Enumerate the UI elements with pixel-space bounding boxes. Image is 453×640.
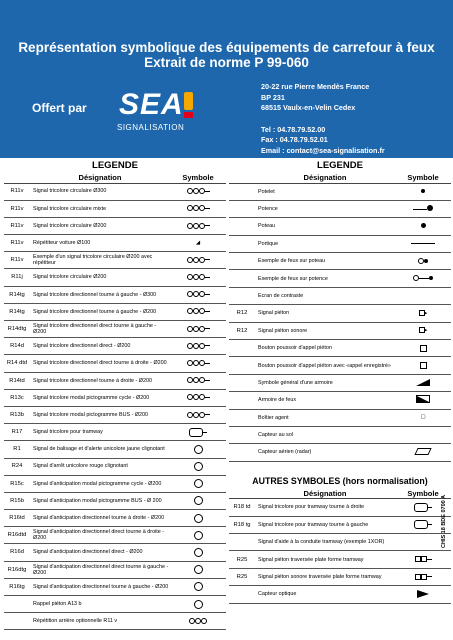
row-designation: Signal tricolore modal pictogramme BUS - Ø200 — [30, 406, 170, 423]
rappel-icon — [194, 600, 203, 609]
row-designation: Signal d'anticipation modal pictogramme BUS - Ø 200 — [30, 492, 170, 509]
row-symbol — [395, 253, 451, 270]
potelet-icon — [421, 189, 425, 193]
boitier-agent-icon: ▢ — [420, 414, 426, 421]
right-legend-table — [229, 172, 451, 462]
row-designation: Signal d'anticipation directionnel tourne à gauche - Ø200 — [30, 578, 170, 595]
row-code: R14dtg — [4, 321, 30, 338]
row-designation: Capteur au sol — [255, 426, 395, 443]
table-row — [4, 355, 226, 372]
row-symbol — [170, 510, 226, 527]
row-symbol — [395, 305, 451, 322]
row-code: R11v — [4, 252, 30, 269]
row-code: R14td — [4, 372, 30, 389]
row-code: R14d — [4, 338, 30, 355]
row-symbol — [395, 392, 451, 409]
row-symbol — [395, 568, 451, 585]
row-code — [4, 596, 30, 613]
row-symbol — [395, 551, 451, 568]
push-button-icon — [420, 362, 427, 369]
offert-par: Offert par — [32, 101, 87, 115]
row-designation: Bouton poussoir d'appel piéton avec «appel enregistré» — [255, 357, 395, 374]
row-symbol — [170, 321, 226, 338]
row-code — [229, 218, 255, 235]
row-symbol — [170, 424, 226, 441]
table-row — [4, 458, 226, 475]
row-symbol — [170, 235, 226, 252]
traffic-light-icon — [187, 205, 210, 212]
row-symbol — [395, 409, 451, 426]
feux-potence-icon — [413, 275, 433, 282]
table-row — [229, 551, 451, 568]
row-designation: Signal d'arrêt unicolore rouge clignotant — [30, 458, 170, 475]
single-light-icon — [194, 582, 203, 591]
traffic-light-icon — [187, 394, 210, 401]
rear-repeater-icon — [189, 618, 207, 625]
table-row — [4, 578, 226, 595]
row-designation: Signal tricolore directionnel tourne à droite - Ø200 — [30, 372, 170, 389]
row-designation: Signal tricolore directionnel direct tourne à gauche - Ø200 — [30, 321, 170, 338]
table-row — [4, 441, 226, 458]
table-row — [4, 321, 226, 338]
portique-icon — [411, 241, 435, 247]
row-code: R11v — [4, 183, 30, 200]
row-symbol — [170, 200, 226, 217]
traffic-light-icon — [187, 257, 210, 264]
row-code: R17 — [4, 424, 30, 441]
row-symbol — [395, 270, 451, 287]
row-code — [4, 613, 30, 630]
row-symbol — [170, 492, 226, 509]
table-row — [229, 340, 451, 357]
row-symbol — [170, 441, 226, 458]
table-row — [229, 357, 451, 374]
row-symbol — [395, 357, 451, 374]
row-designation: Exemple de feux sur poteau — [255, 253, 395, 270]
table-row — [4, 286, 226, 303]
row-designation: Signal tricolore directionnel direct - Ø200 — [30, 338, 170, 355]
logo-sea-text: SEA — [119, 88, 184, 121]
single-light-icon — [194, 531, 203, 540]
capteur-optique-icon — [417, 590, 429, 598]
row-designation: Bouton poussoir d'appel piéton — [255, 340, 395, 357]
table-row — [4, 252, 226, 269]
row-designation: Poteau — [255, 218, 395, 235]
radar-icon — [416, 448, 430, 457]
row-code: R16tg — [4, 578, 30, 595]
row-symbol — [170, 372, 226, 389]
side-code: CHIS 18 BDE 0700 A — [441, 495, 447, 548]
header-banner — [0, 0, 453, 158]
row-designation: Boîtier agent — [255, 409, 395, 426]
traffic-light-icon — [187, 223, 210, 230]
traffic-light-icon — [187, 412, 210, 419]
row-designation: Signal d'anticipation directionnel direct tourne à gauche - Ø200 — [30, 561, 170, 578]
table-row — [4, 372, 226, 389]
col-symbole: Symbole — [170, 172, 226, 183]
contact-fax: Fax : 04.78.79.52.01 — [261, 135, 328, 144]
logo-exclamation-dot-icon — [184, 112, 193, 118]
row-designation: Signal tricolore directionnel tourne à gauche - Ø300 — [30, 286, 170, 303]
repeater-icon: ◢ — [195, 239, 201, 246]
row-symbol — [395, 444, 451, 461]
row-code: R14tg — [4, 303, 30, 320]
row-code: R16dtd — [4, 527, 30, 544]
traffic-light-icon — [187, 308, 210, 315]
row-designation: Portique — [255, 235, 395, 252]
contact-tel: Tel : 04.78.79.52.00 — [261, 124, 326, 134]
row-symbol — [170, 406, 226, 423]
table-row — [4, 217, 226, 234]
col-designation: Désignation — [255, 488, 395, 499]
row-designation: Capteur aérien (radar) — [255, 444, 395, 461]
table-row — [229, 568, 451, 585]
table-row — [4, 235, 226, 252]
row-code — [229, 287, 255, 304]
sea-logo — [115, 88, 197, 142]
address-line: 68515 Vaulx-en-Velin Cedex — [261, 103, 356, 112]
armoire-feux-icon — [416, 395, 430, 405]
address-line: 20-22 rue Pierre Mendès France — [261, 82, 370, 91]
row-symbol — [170, 578, 226, 595]
table-row — [4, 200, 226, 217]
row-code: R1 — [4, 441, 30, 458]
row-code: R12 — [229, 322, 255, 339]
pieton-icon: ▸ — [419, 327, 428, 334]
row-symbol — [170, 269, 226, 286]
row-designation: Signal tricolore directionnel tourne à gauche - Ø200 — [30, 303, 170, 320]
left-legend-table — [4, 172, 226, 630]
row-designation: Signal de balisage et d'alerte unicolore jaune clignotant — [30, 441, 170, 458]
row-code — [229, 534, 255, 551]
row-code: R18 td — [229, 499, 255, 516]
row-designation: Signal tricolore circulaire Ø200 — [30, 217, 170, 234]
traffic-light-icon — [187, 188, 210, 195]
row-symbol — [395, 586, 451, 603]
row-code — [229, 409, 255, 426]
table-row — [229, 444, 451, 461]
tram-signal-icon — [414, 520, 432, 529]
pieton-tram-icon — [415, 574, 432, 581]
row-symbol — [170, 544, 226, 561]
row-symbol — [170, 217, 226, 234]
table-row — [229, 287, 451, 304]
row-code: R11v — [4, 217, 30, 234]
row-designation: Signal d'aide à la conduite tramway (exemple 1XOR) — [255, 534, 395, 551]
row-designation: Signal d'anticipation directionnel direct - Ø200 — [30, 544, 170, 561]
row-symbol — [170, 338, 226, 355]
feux-poteau-icon — [418, 258, 428, 265]
single-light-icon — [194, 548, 203, 557]
row-designation: Rappel piéton A13 b — [30, 596, 170, 613]
table-row — [4, 613, 226, 630]
single-light-icon — [194, 496, 203, 505]
row-designation: Signal d'anticipation directionnel direct tourne à droite - Ø200 — [30, 527, 170, 544]
row-symbol — [170, 561, 226, 578]
pieton-icon: ▸ — [419, 310, 428, 317]
row-designation: Ecran de contraste — [255, 287, 395, 304]
traffic-light-icon — [187, 343, 210, 350]
row-designation: Signal piéton traversée plate forme tramway — [255, 551, 395, 568]
row-designation: Exemple d'un signal tricolore circulaire Ø200 avec répétiteur — [30, 252, 170, 269]
row-designation: Signal d'anticipation modal pictogramme cycle - Ø200 — [30, 475, 170, 492]
traffic-light-icon — [187, 360, 210, 367]
table-row — [229, 586, 451, 603]
row-code: R25 — [229, 568, 255, 585]
row-designation: Signal tricolore pour tramway tourne à droite — [255, 499, 395, 516]
table-row — [4, 303, 226, 320]
row-code — [229, 392, 255, 409]
single-light-icon — [194, 565, 203, 574]
table-row — [4, 424, 226, 441]
row-code: R11v — [4, 200, 30, 217]
table-row — [229, 183, 451, 200]
single-light-icon — [194, 514, 203, 523]
logo-exclamation-icon — [184, 92, 193, 110]
legend-title: LEGENDE — [317, 160, 363, 171]
row-code — [229, 586, 255, 603]
table-row — [4, 406, 226, 423]
row-designation: Symbole général d'une armoire — [255, 374, 395, 391]
row-designation: Potelet — [255, 183, 395, 200]
pieton-tram-icon — [415, 556, 432, 563]
row-code: R16dtg — [4, 561, 30, 578]
row-code — [229, 235, 255, 252]
title-line1: Représentation symbolique des équipements de carrefour à feux — [18, 40, 435, 55]
table-row — [4, 510, 226, 527]
table-row — [229, 270, 451, 287]
row-symbol — [170, 355, 226, 372]
row-symbol — [395, 218, 451, 235]
row-designation: Signal piéton — [255, 305, 395, 322]
table-row — [229, 516, 451, 533]
contact-email: Email : contact@sea-signalisation.fr — [261, 145, 385, 155]
row-symbol — [170, 475, 226, 492]
table-row — [229, 392, 451, 409]
row-designation: Signal piéton sonore — [255, 322, 395, 339]
table-row — [4, 527, 226, 544]
row-code — [229, 200, 255, 217]
row-symbol — [395, 374, 451, 391]
row-code — [229, 374, 255, 391]
row-symbol — [395, 183, 451, 200]
table-row — [4, 183, 226, 200]
table-row — [4, 596, 226, 613]
row-designation: Signal piéton sonore traversée plate forme tramway — [255, 568, 395, 585]
row-code: R13b — [4, 406, 30, 423]
tram-signal-icon — [414, 503, 432, 512]
logo-signalisation-text: SIGNALISATION — [117, 123, 185, 132]
row-code: R24 — [4, 458, 30, 475]
row-symbol — [395, 235, 451, 252]
potence-icon — [413, 205, 433, 213]
row-code — [229, 340, 255, 357]
traffic-light-icon — [187, 326, 210, 333]
row-designation: Exemple de feux sur potence — [255, 270, 395, 287]
single-light-icon — [194, 445, 203, 454]
row-code — [229, 253, 255, 270]
others-table — [229, 488, 451, 604]
table-row — [229, 322, 451, 339]
row-designation: Capteur optique — [255, 586, 395, 603]
row-code — [229, 270, 255, 287]
row-symbol — [170, 252, 226, 269]
table-row — [229, 409, 451, 426]
row-designation: Armoire de feux — [255, 392, 395, 409]
row-symbol — [170, 303, 226, 320]
row-designation: Signal tricolore directionnel direct tourne à droite - Ø200 — [30, 355, 170, 372]
legend-title: LEGENDE — [92, 160, 138, 171]
row-designation: Signal d'anticipation directionnel tourne à droite - Ø200 — [30, 510, 170, 527]
table-row — [229, 374, 451, 391]
col-symbole: Symbole — [395, 172, 451, 183]
single-light-icon — [194, 479, 203, 488]
tram-signal-icon — [189, 428, 207, 437]
row-code: R14 dtd — [4, 355, 30, 372]
row-designation: Signal tricolore modal pictogramme cycle - Ø200 — [30, 389, 170, 406]
row-symbol — [170, 596, 226, 613]
table-row — [229, 200, 451, 217]
table-row — [229, 218, 451, 235]
address-block — [261, 82, 385, 156]
row-symbol — [170, 458, 226, 475]
row-symbol — [170, 613, 226, 630]
row-designation: Répétiteur voiture Ø100 — [30, 235, 170, 252]
traffic-light-icon — [187, 377, 210, 384]
row-designation: Signal tricolore pour tramway — [30, 424, 170, 441]
row-symbol — [170, 183, 226, 200]
address-line: BP 231 — [261, 92, 285, 102]
single-light-icon — [194, 462, 203, 471]
row-symbol — [395, 340, 451, 357]
others-title: AUTRES SYMBOLES (hors normalisation) — [252, 475, 428, 486]
row-code — [229, 426, 255, 443]
poteau-icon — [421, 223, 426, 230]
row-designation: Signal tricolore pour tramway tourne à gauche — [255, 516, 395, 533]
table-row — [4, 338, 226, 355]
table-row — [4, 544, 226, 561]
push-button-icon — [420, 345, 427, 352]
row-symbol — [395, 287, 451, 304]
row-code: R15b — [4, 492, 30, 509]
row-designation: Signal tricolore circulaire Ø200 — [30, 269, 170, 286]
table-row — [4, 389, 226, 406]
table-row — [229, 253, 451, 270]
row-designation: Répétition arrière optionnelle R11 v — [30, 613, 170, 630]
armoire-icon — [416, 379, 430, 386]
row-symbol — [395, 200, 451, 217]
traffic-light-icon — [187, 291, 210, 298]
row-code: R25 — [229, 551, 255, 568]
row-symbol — [170, 389, 226, 406]
row-designation: Signal tricolore circulaire Ø300 — [30, 183, 170, 200]
row-symbol — [170, 527, 226, 544]
left-legend — [4, 160, 226, 630]
table-row — [229, 305, 451, 322]
table-row — [4, 561, 226, 578]
table-row — [229, 534, 451, 551]
col-symbole: Symbole — [395, 488, 451, 499]
table-row — [229, 499, 451, 516]
table-row — [4, 475, 226, 492]
row-designation: Signal tricolore circulaire mixte — [30, 200, 170, 217]
col-designation: Désignation — [30, 172, 170, 183]
row-code — [229, 357, 255, 374]
traffic-light-icon — [187, 274, 210, 281]
row-code — [229, 444, 255, 461]
row-code: R12 — [229, 305, 255, 322]
row-designation: Potence — [255, 200, 395, 217]
row-code: R11v — [4, 235, 30, 252]
table-row — [229, 235, 451, 252]
right-legend — [229, 160, 451, 604]
table-row — [4, 269, 226, 286]
table-row — [4, 492, 226, 509]
row-symbol — [170, 286, 226, 303]
row-code: R13c — [4, 389, 30, 406]
row-code — [229, 183, 255, 200]
row-code: R14tg — [4, 286, 30, 303]
row-symbol — [395, 322, 451, 339]
title-line2: Extrait de norme P 99-060 — [144, 55, 309, 70]
row-code: R15c — [4, 475, 30, 492]
row-code: R11j — [4, 269, 30, 286]
table-row — [229, 426, 451, 443]
row-code: R16td — [4, 510, 30, 527]
row-code: R18 tg — [229, 516, 255, 533]
col-designation: Désignation — [255, 172, 395, 183]
row-code: R16d — [4, 544, 30, 561]
row-symbol — [395, 426, 451, 443]
